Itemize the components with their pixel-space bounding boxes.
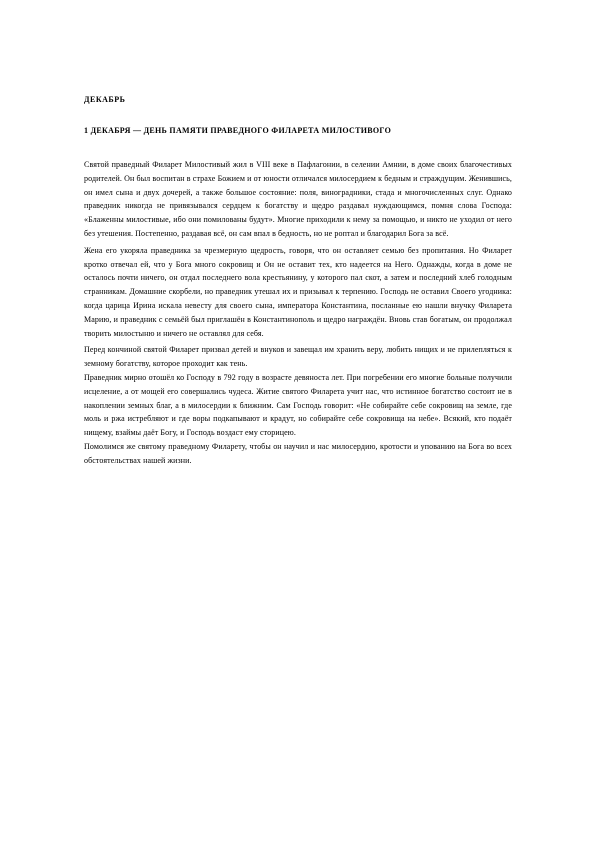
section-title: 1 ДЕКАБРЯ — ДЕНЬ ПАМЯТИ ПРАВЕДНОГО ФИЛАРЕТА МИЛОСТИВОГО	[84, 126, 392, 135]
paragraph: Святой праведный Филарет Милостивый жил в VIII веке в Пафлагонии, в селении Амнии, в доме своих благочестивых родителей. Он был воспитан в страхе Божием и от юности отличался милосердием к бедным и страждущим. Женившись, он имел сына и двух дочерей, а также большое состояние: поля, виноградники, стада и многочисленных слуг. Однако праведник никогда не привязывался сердцем к богатству и щедро раздавал нуждающимся, помня слова Господа: «Блаженны милостивые, ибо они помилованы будут». Многие приходили к нему за помощью, и никто не уходил от него без утешения. Постепенно, раздавая всё, он сам впал в бедность, но не роптал и благодарил Бога за всё.	[84, 160, 512, 238]
body-text	[84, 158, 512, 758]
page-heading: ДЕКАБРЬ	[84, 95, 126, 104]
paragraph: Праведник мирно отошёл ко Господу в 792 году в возрасте девяноста лет. При погребении его многие больные получили исцеление, а от мощей его совершались чудеса. Житие святого Филарета учит нас, что истинное богатство состоит не в накоплении земных благ, а в милосердии к ближним. Сам Господь говорит: «Не собирайте себе сокровищ на земле, где моль и ржа истребляют и где воры подкапывают и крадут, но собирайте себе сокровища на небе». Всякий, кто подаёт нищему, взаймы даёт Богу, и Господь воздаст ему сторицею.	[84, 372, 512, 438]
paragraph: Жена его укоряла праведника за чрезмерную щедрость, говоря, что он оставляет семью без пропитания. Но Филарет кротко отвечал ей, что у Бога много сокровищ и Он не оставит тех, кто надеется на Него. Однажды, когда в доме не осталось почти ничего, он отдал последнего вола крестьянину, у которого пал скот, а затем и последний хлеб голодным странникам. Домашние скорбели, но праведник утешал их и призывал к терпению. Господь не оставил Своего угодника: когда царица Ирина искала невесту для своего сына, императора Константина, посланные ею нашли внучку Филарета Марию, и праведник с семьёй был приглашён в Константинополь и щедро награждён. Вновь став богатым, он продолжал творить милостыню и ничего не оставлял для себя.	[84, 245, 512, 338]
paragraph: Перед кончиной святой Филарет призвал детей и внуков и завещал им хранить веру, любить нищих и не прилепляться к земному богатству, которое проходит как тень.	[84, 345, 512, 369]
paragraph: Помолимся же святому праведному Филарету, чтобы он научил и нас милосердию, кротости и упованию на Бога во всех обстоятельствах нашей жизни.	[84, 441, 512, 465]
